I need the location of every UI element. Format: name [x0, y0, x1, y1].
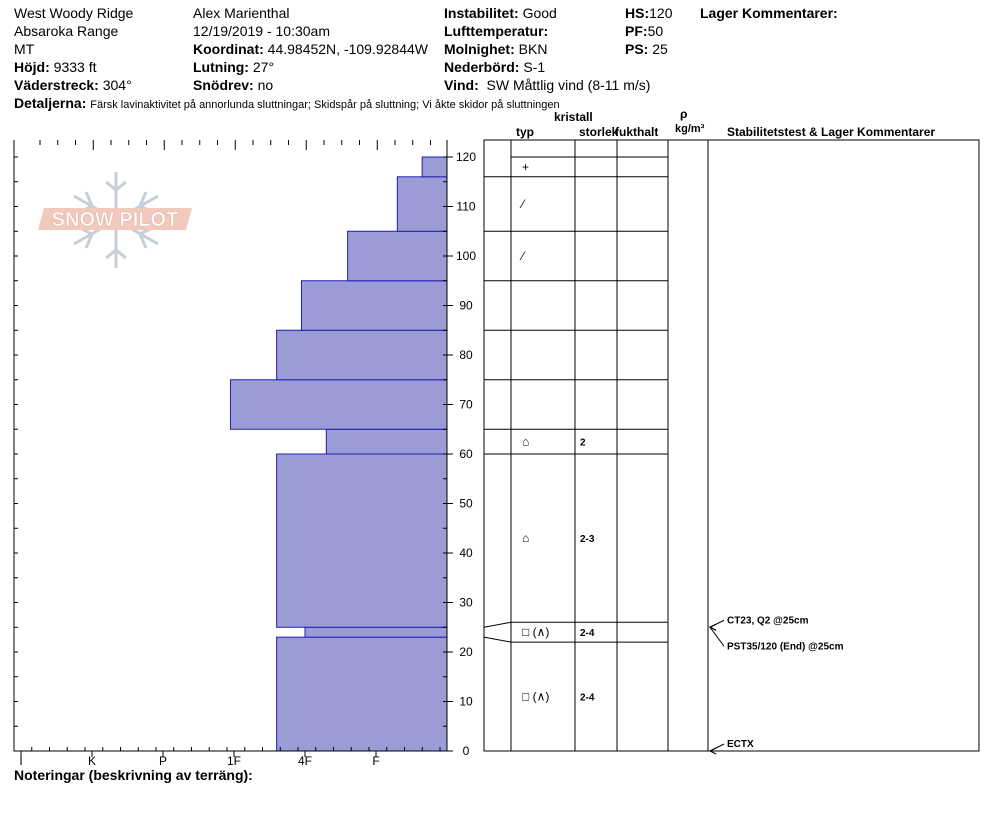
hardness-tick-label: 4F — [297, 754, 313, 768]
notes-label: Noteringar (beskrivning av terräng): — [14, 767, 253, 783]
grain-type-symbol: ⁄ — [522, 197, 525, 212]
logo-text: SNOW PILOT — [51, 209, 179, 231]
air-temperature: Lufttemperatur: — [444, 23, 549, 39]
precipitation: Nederbörd: S-1 — [444, 59, 546, 75]
layer-comments-label: Lager Kommentarer: — [700, 5, 838, 21]
stability: Instabilitet: Good — [444, 5, 557, 21]
hardness-tick-label: P — [158, 754, 168, 768]
grain-size-label: 2-3 — [580, 534, 595, 546]
depth-tick-label: 20 — [459, 645, 473, 659]
wind: Vind: SW Måttlig vind (8-11 m/s) — [444, 77, 651, 93]
col-density-unit: kg/m³ — [675, 123, 705, 135]
snow-height: HS:120 — [625, 5, 673, 21]
aspect: Väderstreck: 304° — [14, 77, 132, 93]
depth-tick-label: 40 — [459, 546, 473, 560]
hardness-bar — [277, 637, 447, 751]
stability-test-label: PST35/120 (End) @25cm — [727, 641, 844, 653]
depth-tick-label: 120 — [455, 150, 477, 164]
wind-loading: Snödrev: no — [193, 77, 274, 93]
depth-tick-label: 110 — [456, 199, 476, 214]
col-storlek: storlek — [579, 125, 619, 139]
snowpilot-logo — [38, 172, 192, 268]
depth-tick-label: 70 — [459, 397, 473, 412]
depth-tick-label: 80 — [459, 348, 473, 362]
hardness-bar — [422, 157, 447, 177]
hardness-bar — [397, 177, 447, 231]
layer-connector — [484, 637, 511, 642]
hardness-bar — [277, 330, 447, 380]
depth-tick-label: 50 — [459, 496, 473, 511]
foot-penetration: PF:50 — [625, 23, 664, 39]
test-arrowhead — [710, 624, 716, 630]
state: MT — [14, 41, 35, 57]
depth-tick-label: 10 — [459, 694, 473, 709]
hardness-bar — [230, 380, 447, 430]
grain-size-label: 2 — [580, 437, 586, 449]
grain-type-symbol: + — [522, 159, 530, 174]
coordinates: Koordinat: 44.98452N, -109.92844W — [193, 41, 428, 57]
grain-type-symbol: ⌂ — [522, 434, 530, 449]
grain-type-symbol: □ (∧) — [522, 689, 550, 704]
depth-tick-label: 90 — [459, 298, 473, 313]
depth-tick-label: 60 — [459, 447, 473, 461]
hardness-bar — [277, 454, 447, 627]
depth-tick-label: 0 — [462, 744, 470, 758]
depth-tick-label: 100 — [455, 249, 477, 263]
hardness-bar — [348, 231, 447, 281]
layer-connector — [484, 622, 511, 627]
hardness-bar — [305, 627, 447, 637]
sky-cover: Molnighet: BKN — [444, 41, 548, 57]
elevation: Höjd: 9333 ft — [14, 59, 97, 75]
datetime: 12/19/2019 - 10:30am — [193, 23, 330, 39]
pit-depth: PS: 25 — [625, 41, 668, 57]
hardness-tick-label: F — [372, 754, 380, 768]
hardness-tick-label: I — [19, 754, 23, 768]
stability-test-label: ECTX — [727, 739, 754, 750]
details: Detaljerna: Färsk lavinaktivitet på annorlunda sluttningar; Skidspår på sluttning; Vi åkte skidor på sluttningen — [14, 95, 560, 111]
location-name: West Woody Ridge — [14, 5, 134, 21]
mountain-range: Absaroka Range — [14, 23, 119, 39]
hardness-tick-label: K — [87, 754, 97, 768]
hardness-bar — [326, 429, 447, 454]
col-rho: ρ — [680, 107, 688, 121]
hardness-tick-label: 1F — [226, 754, 242, 768]
grain-type-symbol: ⌂ — [522, 531, 530, 546]
col-kristall: kristall — [554, 110, 593, 124]
col-fukthalt: fukthalt — [615, 125, 659, 139]
test-pointer — [710, 627, 724, 646]
grain-size-label: 2-4 — [580, 692, 595, 704]
hardness-bar — [301, 281, 447, 331]
col-typ: typ — [516, 125, 534, 139]
slope-angle: Lutning: 27° — [193, 59, 275, 75]
depth-tick-label: 30 — [459, 595, 473, 610]
stability-test-label: CT23, Q2 @25cm — [727, 615, 809, 627]
grain-type-symbol: □ (∧) — [522, 625, 550, 640]
grain-type-symbol: ⁄ — [522, 249, 525, 263]
col-stability: Stabilitetstest & Lager Kommentarer — [727, 125, 936, 139]
grain-size-label: 2-4 — [580, 628, 595, 640]
observer: Alex Marienthal — [193, 5, 290, 21]
